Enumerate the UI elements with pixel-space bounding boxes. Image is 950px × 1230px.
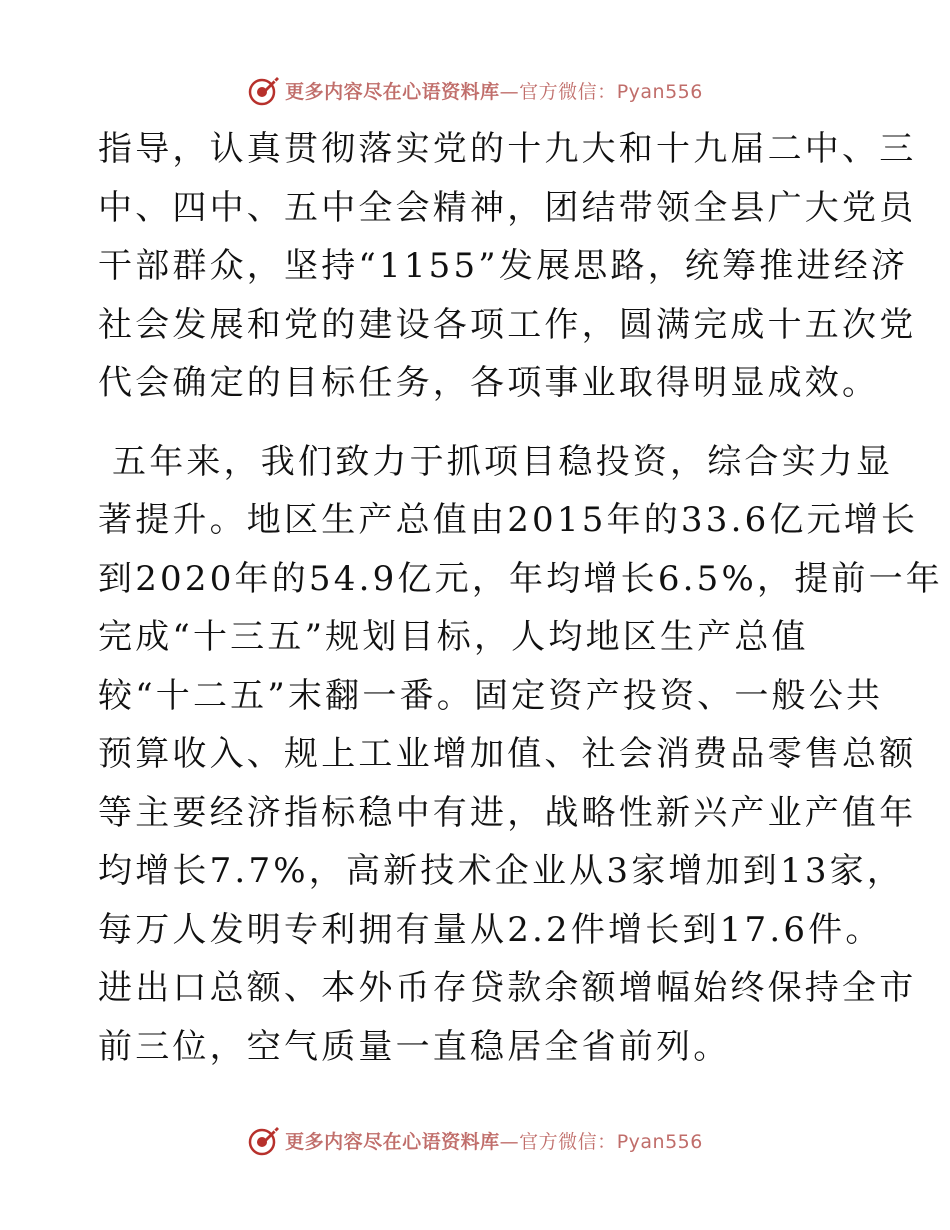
text-line: 进出口总额、本外币存贷款余额增幅始终保持全市 — [98, 968, 917, 1008]
text-line: 干部群众，坚持“1155”发展思路，统筹推进经济 — [98, 246, 909, 286]
watermark-label: 官方微信： — [519, 80, 617, 103]
text-line: 五年来，我们致力于抓项目稳投资，综合实力显 — [98, 441, 894, 482]
text-line: 代会确定的目标任务，各项事业取得明显成效。 — [98, 363, 880, 403]
text-line: 均增长7.7%，高新技术企业从3家增加到13家， — [98, 851, 905, 891]
watermark-separator: — — [499, 1130, 520, 1153]
text-line: 社会发展和党的建设各项工作，圆满完成十五次党 — [98, 304, 917, 345]
pen-logo-icon — [247, 1123, 281, 1157]
watermark-wechat-id: Pyan556 — [616, 80, 703, 103]
paragraph-1 — [98, 120, 917, 413]
paragraph-2 — [98, 433, 944, 1077]
watermark-label: 官方微信： — [519, 1130, 617, 1153]
text-line: 较“十二五”末翻一番。固定资产投资、一般公共 — [98, 675, 884, 716]
text-line: 每万人发明专利拥有量从2.2件增长到17.6件。 — [98, 909, 883, 950]
text-line: 指导，认真贯彻落实党的十九大和十九届二中、三 — [98, 129, 917, 169]
text-line: 完成“十三五”规划目标，人均地区生产总值 — [98, 617, 809, 657]
footer-watermark — [0, 1120, 950, 1160]
watermark-main-text: 更多内容尽在心语资料库 — [285, 80, 500, 103]
document-body — [98, 120, 944, 1076]
text-line: 预算收入、规上工业增加值、社会消费品零售总额 — [98, 734, 917, 774]
watermark-wechat-id: Pyan556 — [616, 1130, 703, 1153]
text-line: 中、四中、五中全会精神，团结带领全县广大党员 — [98, 187, 917, 228]
text-line: 到2020年的54.9亿元，年均增长6.5%，提前一年 — [98, 558, 944, 599]
pen-logo-icon — [247, 73, 281, 107]
header-watermark — [0, 70, 950, 110]
text-line: 前三位，空气质量一直稳居全省前列。 — [98, 1026, 731, 1067]
watermark-main-text: 更多内容尽在心语资料库 — [285, 1130, 500, 1153]
text-line: 等主要经济指标稳中有进，战略性新兴产业产值年 — [98, 792, 917, 833]
watermark-separator: — — [499, 80, 520, 103]
text-line: 著提升。地区生产总值由2015年的33.6亿元增长 — [98, 500, 919, 540]
